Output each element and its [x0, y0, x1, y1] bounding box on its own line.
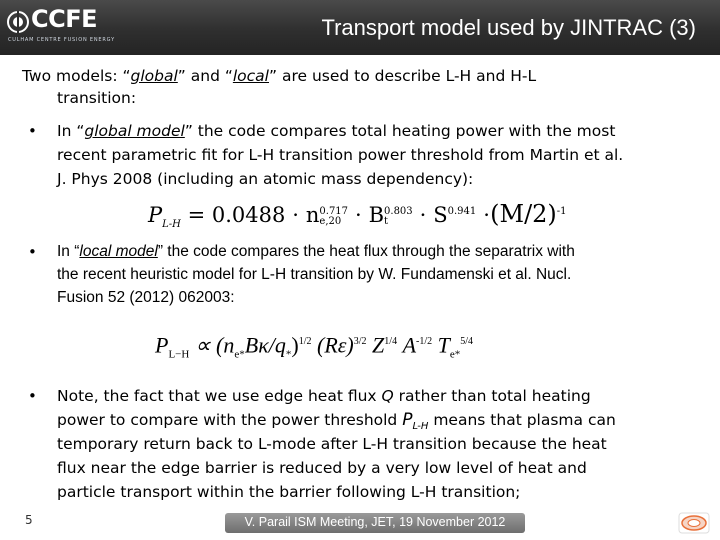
- martin-scaling-formula: [148, 196, 567, 241]
- bullet-1-line-1: [57, 119, 615, 143]
- formula-term: Bκ/q: [244, 332, 286, 358]
- bullet-marker: •: [28, 122, 37, 140]
- formula-term: (Rε): [317, 332, 354, 358]
- paren-sup: -1: [556, 206, 567, 217]
- formula-lhs-subscript: L-H: [162, 219, 181, 231]
- bullet-text: In “: [57, 122, 85, 140]
- intro-global-term: global: [130, 67, 178, 85]
- formula-sub: e*: [449, 348, 461, 361]
- formula-exp: 1/2: [298, 336, 312, 347]
- bullet-3-line-1: [57, 384, 591, 408]
- power-threshold-subscript: L-H: [412, 421, 429, 433]
- s-sup: 0.941: [447, 206, 477, 217]
- formula-sub: e*: [234, 348, 245, 361]
- bullet-text: ” the code compares the heat flux through the separatrix with: [157, 243, 575, 260]
- formula-term: ⋅ S: [419, 203, 448, 227]
- bullet-2-line-1: [57, 240, 575, 264]
- power-threshold-symbol: P: [402, 410, 413, 430]
- intro-line-1: [22, 64, 536, 88]
- fundamenski-scaling-formula: [155, 322, 473, 375]
- formula-exp: -1/2: [416, 336, 433, 347]
- formula-lhs: P: [148, 203, 163, 227]
- bullet-marker: •: [28, 387, 37, 405]
- bullet-3-line-5: particle transport within the barrier following L-H transition;: [57, 483, 521, 501]
- intro-line-2: transition:: [57, 89, 137, 107]
- heat-flux-symbol: Q: [381, 387, 394, 405]
- formula-term: (M/2): [490, 200, 557, 228]
- logo-text: CCFE: [31, 5, 98, 33]
- bullet-1-line-2: recent parametric fit for L-H transition power threshold from Martin et al.: [57, 146, 624, 164]
- formula-term: ): [291, 332, 299, 358]
- bt-exponent: [384, 207, 413, 227]
- bullet-text: rather than total heating: [393, 387, 591, 405]
- intro-text: ” are used to describe L-H and H-L: [269, 67, 537, 85]
- bullet-1-line-3: J. Phys 2008 (including an atomic mass dependency):: [57, 170, 474, 188]
- formula-exp: 1/4: [384, 336, 398, 347]
- bullet-3-line-3: temporary return back to L-mode after L-H transition because the heat: [57, 435, 607, 453]
- formula-term: ⋅: [482, 203, 491, 227]
- bullet-marker: •: [28, 243, 37, 261]
- formula-term: ⋅ B: [354, 203, 385, 227]
- formula-lhs: P: [155, 332, 169, 358]
- bullet-text: power to compare with the power threshold: [57, 411, 403, 429]
- ne-exponent: [319, 207, 348, 227]
- footer-bar: [225, 513, 525, 533]
- bt-sup: 0.803: [384, 205, 413, 217]
- slide-title: Transport model used by JINTRAC (3): [321, 15, 696, 40]
- bullet-text: In “: [57, 243, 80, 260]
- formula-term: ∝ (n: [194, 332, 235, 358]
- global-model-term: global model: [84, 122, 185, 140]
- intro-local-term: local: [232, 67, 269, 85]
- intro-text: Two models: “: [22, 67, 131, 85]
- formula-exp: 3/2: [353, 336, 367, 347]
- formula-sub: *: [285, 348, 292, 361]
- formula-term: T: [437, 332, 450, 358]
- intro-text: ” and “: [177, 67, 233, 85]
- fusion-logo-icon: [678, 512, 710, 534]
- bullet-2-line-2: the recent heuristic model for L-H transition by W. Fundamenski et al. Nucl.: [57, 266, 572, 283]
- bullet-text: ” the code compares total heating power with the most: [184, 122, 616, 140]
- local-model-term: local model: [79, 243, 158, 260]
- bullet-text: means that plasma can: [428, 411, 616, 429]
- formula-lhs-subscript: L−H: [168, 348, 190, 361]
- footer-text: V. Parail ISM Meeting, JET, 19 November 2012: [244, 515, 506, 529]
- bt-sub: t: [384, 215, 389, 227]
- formula-exp: 5/4: [460, 336, 474, 347]
- formula-term: Z: [372, 332, 385, 358]
- formula-term: A: [402, 332, 417, 358]
- bullet-2-line-3: Fusion 52 (2012) 062003:: [57, 289, 235, 306]
- formula-term: = 0.0488 ⋅ n: [187, 203, 320, 227]
- logo-subtitle: CULHAM CENTRE FUSION ENERGY: [8, 37, 115, 43]
- ne-sup: 0.717: [319, 205, 349, 217]
- ne-sub: e,20: [319, 215, 342, 227]
- bullet-3-line-4: flux near the edge barrier is reduced by a very low level of heat and: [57, 459, 587, 477]
- bullet-text: Note, the fact that we use edge heat flux: [57, 387, 382, 405]
- page-number: 5: [25, 513, 33, 527]
